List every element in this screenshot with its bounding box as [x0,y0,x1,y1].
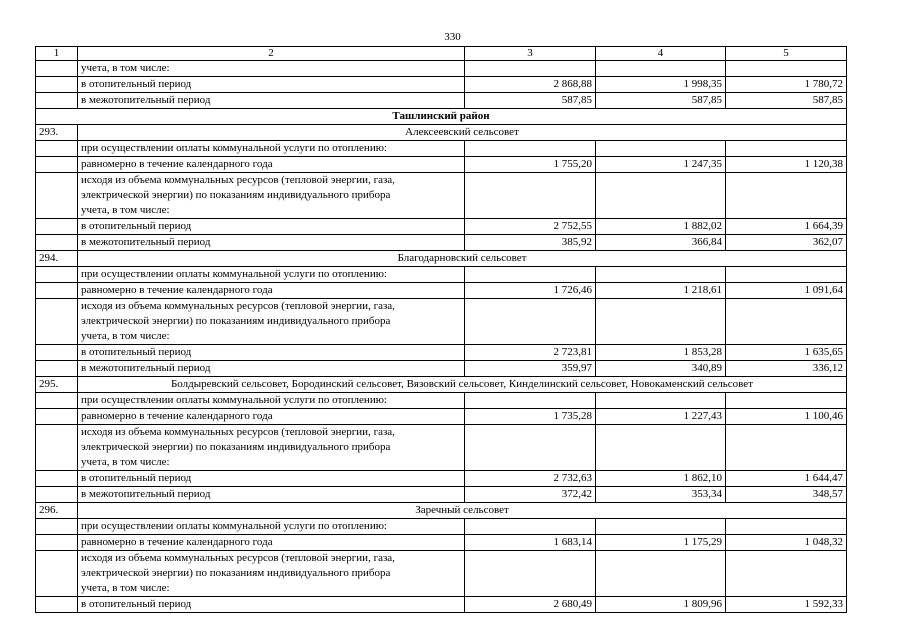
row-label [78,173,465,219]
row-label-line: учета, в том числе: [81,330,170,342]
section-name: Болдыревский сельсовет, Бородинский сельсовет, Вязовский сельсовет, Кинделинский сельсовет, Новокаменский сельсовет [78,377,847,393]
value-cell: 1 644,47 [726,471,847,487]
table-row [36,141,847,157]
table-row [36,551,847,597]
row-label [78,551,465,597]
table-row [36,425,847,471]
section-number: 294. [36,251,78,267]
row-label: при осуществлении оплаты коммунальной услуги по отоплению: [78,267,465,283]
row-number-cell [36,487,78,503]
value-cell: 336,12 [726,361,847,377]
value-cell [726,299,847,345]
value-cell: 366,84 [596,235,726,251]
value-cell: 1 100,46 [726,409,847,425]
row-label: в отопительный период [78,77,465,93]
value-cell [726,141,847,157]
value-cell: 1 755,20 [465,157,596,173]
row-label: в межотопительный период [78,235,465,251]
value-cell: 348,57 [726,487,847,503]
value-cell: 372,42 [465,487,596,503]
table-row [36,471,847,487]
table-row [36,219,847,235]
table-row [36,283,847,299]
row-label-line: исходя из объема коммунальных ресурсов (тепловой энергии, газа, [81,426,395,438]
row-label-line: учета, в том числе: [81,204,170,216]
table-row [36,93,847,109]
value-cell [596,267,726,283]
row-label-line: электрической энергии) по показаниям индивидуального прибора [81,315,391,327]
value-cell [465,425,596,471]
value-cell [726,519,847,535]
row-number-cell [36,551,78,597]
value-cell [726,393,847,409]
value-cell [465,519,596,535]
table-row [36,173,847,219]
value-cell [596,141,726,157]
table-row [36,299,847,345]
table-row [36,393,847,409]
value-cell: 1 247,35 [596,157,726,173]
value-cell: 1 862,10 [596,471,726,487]
row-number-cell [36,361,78,377]
row-label: в межотопительный период [78,93,465,109]
value-cell: 1 227,43 [596,409,726,425]
row-label-line: учета, в том числе: [81,456,170,468]
value-cell: 1 780,72 [726,77,847,93]
value-cell [726,61,847,77]
row-number-cell [36,299,78,345]
row-label: в отопительный период [78,597,465,613]
value-cell [726,551,847,597]
table-row [36,157,847,173]
tariff-table [35,46,847,613]
row-number-cell [36,267,78,283]
value-cell [596,299,726,345]
value-cell [596,173,726,219]
value-cell: 362,07 [726,235,847,251]
row-number-cell [36,535,78,551]
value-cell: 340,89 [596,361,726,377]
section-title-row [36,125,847,141]
value-cell: 1 735,28 [465,409,596,425]
section-title-row [36,251,847,267]
row-number-cell [36,345,78,361]
table-row [36,487,847,503]
row-number-cell [36,393,78,409]
header-cell: 1 [36,47,78,61]
row-number-cell [36,283,78,299]
value-cell: 385,92 [465,235,596,251]
value-cell: 1 120,38 [726,157,847,173]
section-name: Благодарновский сельсовет [78,251,847,267]
value-cell: 587,85 [465,93,596,109]
table-row [36,535,847,551]
value-cell: 1 726,46 [465,283,596,299]
row-label: равномерно в течение календарного года [78,157,465,173]
value-cell: 1 683,14 [465,535,596,551]
row-number-cell [36,173,78,219]
row-label-line: электрической энергии) по показаниям индивидуального прибора [81,567,391,579]
table-row [36,235,847,251]
row-number-cell [36,93,78,109]
value-cell: 1 882,02 [596,219,726,235]
row-label: учета, в том числе: [78,61,465,77]
table-row [36,267,847,283]
row-label [78,299,465,345]
header-cell: 4 [596,47,726,61]
value-cell [596,425,726,471]
row-label-line: электрической энергии) по показаниям индивидуального прибора [81,441,391,453]
value-cell: 359,97 [465,361,596,377]
value-cell: 1 853,28 [596,345,726,361]
value-cell: 2 680,49 [465,597,596,613]
value-cell [596,519,726,535]
value-cell: 587,85 [726,93,847,109]
header-cell: 2 [78,47,465,61]
value-cell: 1 664,39 [726,219,847,235]
value-cell: 1 592,33 [726,597,847,613]
table-row [36,409,847,425]
value-cell: 2 723,81 [465,345,596,361]
value-cell [726,267,847,283]
row-label-line: исходя из объема коммунальных ресурсов (тепловой энергии, газа, [81,552,395,564]
row-number-cell [36,471,78,487]
value-cell [596,393,726,409]
value-cell [465,393,596,409]
section-number: 296. [36,503,78,519]
row-label: равномерно в течение календарного года [78,535,465,551]
value-cell: 353,34 [596,487,726,503]
value-cell [465,61,596,77]
row-label: при осуществлении оплаты коммунальной услуги по отоплению: [78,141,465,157]
value-cell: 1 809,96 [596,597,726,613]
table-row [36,77,847,93]
section-title-row [36,503,847,519]
row-number-cell [36,157,78,173]
row-label-line: учета, в том числе: [81,582,170,594]
table-row [36,361,847,377]
value-cell: 1 091,64 [726,283,847,299]
value-cell: 587,85 [596,93,726,109]
row-number-cell [36,409,78,425]
header-cell: 5 [726,47,847,61]
value-cell: 2 868,88 [465,77,596,93]
section-name: Заречный сельсовет [78,503,847,519]
row-label: в отопительный период [78,345,465,361]
value-cell: 1 218,61 [596,283,726,299]
value-cell: 2 752,55 [465,219,596,235]
header-row [36,47,847,61]
value-cell [465,267,596,283]
section-title-row [36,377,847,393]
value-cell [596,61,726,77]
value-cell: 1 635,65 [726,345,847,361]
value-cell [726,173,847,219]
row-label: в межотопительный период [78,361,465,377]
value-cell [726,425,847,471]
row-label [78,425,465,471]
section-number: 295. [36,377,78,393]
value-cell [465,299,596,345]
row-number-cell [36,77,78,93]
row-label-line: исходя из объема коммунальных ресурсов (тепловой энергии, газа, [81,300,395,312]
value-cell: 1 998,35 [596,77,726,93]
section-number: 293. [36,125,78,141]
page-number: 330 [444,31,461,43]
row-number-cell [36,219,78,235]
value-cell [596,551,726,597]
row-number-cell [36,519,78,535]
row-label: в межотопительный период [78,487,465,503]
value-cell [465,551,596,597]
row-label: в отопительный период [78,219,465,235]
section-name: Алексеевский сельсовет [78,125,847,141]
row-number-cell [36,61,78,77]
row-label: в отопительный период [78,471,465,487]
row-label: при осуществлении оплаты коммунальной услуги по отоплению: [78,393,465,409]
row-label-line: электрической энергии) по показаниям индивидуального прибора [81,189,391,201]
row-label: равномерно в течение календарного года [78,409,465,425]
row-label: при осуществлении оплаты коммунальной услуги по отоплению: [78,519,465,535]
row-label: равномерно в течение календарного года [78,283,465,299]
table-row [36,61,847,77]
value-cell [465,141,596,157]
row-label-line: исходя из объема коммунальных ресурсов (тепловой энергии, газа, [81,174,395,186]
row-number-cell [36,425,78,471]
district-row [36,109,847,125]
district-heading: Ташлинский район [36,109,847,125]
value-cell: 1 048,32 [726,535,847,551]
table-row [36,345,847,361]
row-number-cell [36,597,78,613]
table-row [36,519,847,535]
value-cell: 2 732,63 [465,471,596,487]
table-row [36,597,847,613]
header-cell: 3 [465,47,596,61]
row-number-cell [36,235,78,251]
value-cell: 1 175,29 [596,535,726,551]
value-cell [465,173,596,219]
row-number-cell [36,141,78,157]
